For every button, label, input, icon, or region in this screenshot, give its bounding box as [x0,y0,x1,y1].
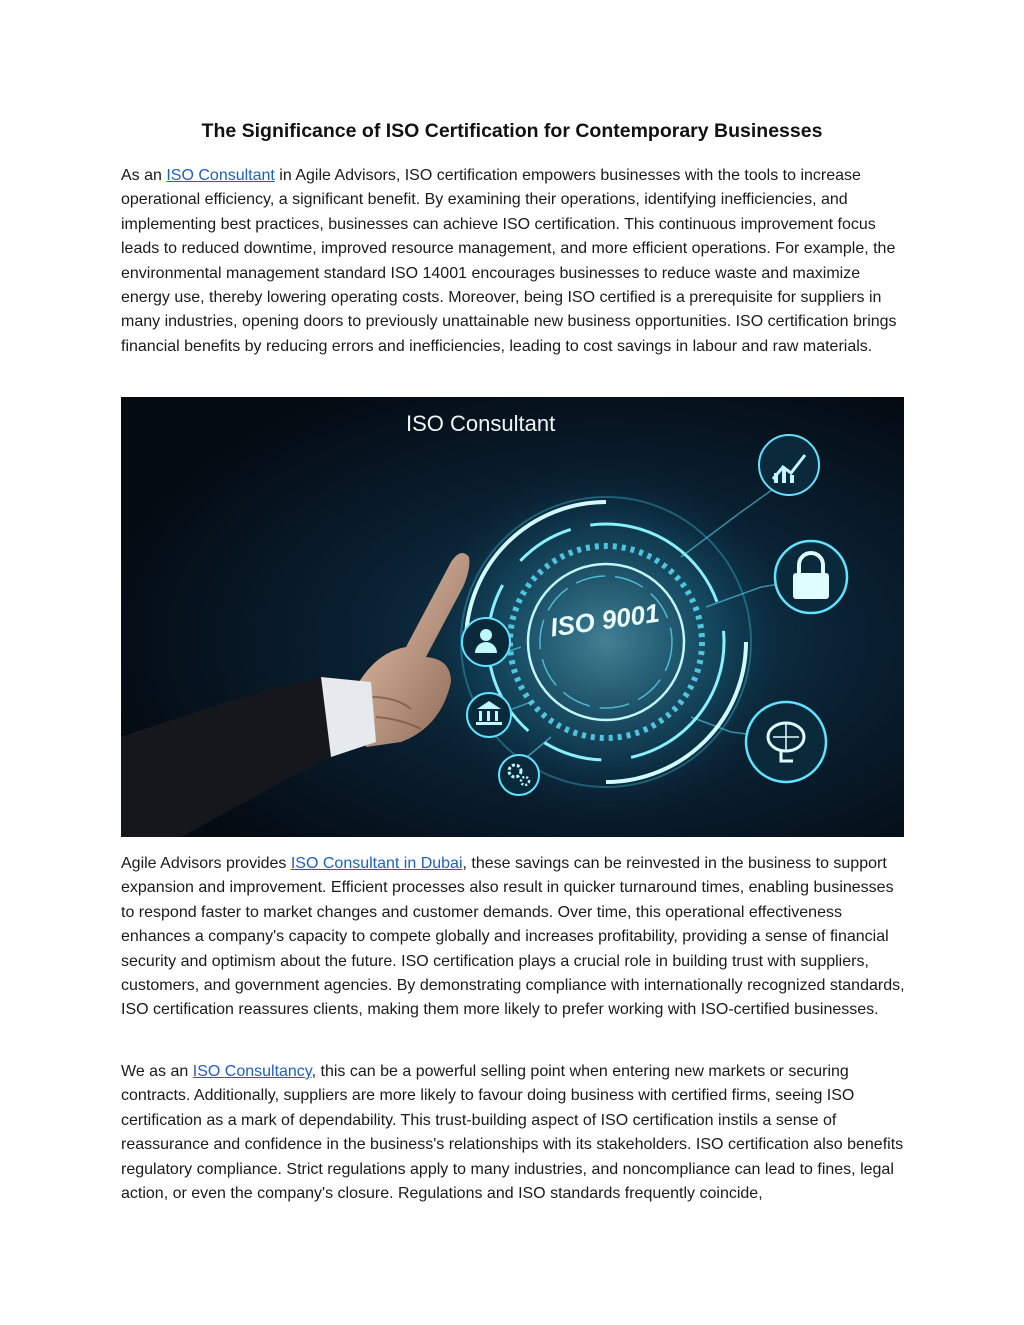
paragraph-2-body: , these savings can be reinvested in the business to support expansion and improvement. Efficient processes also result in quicker turnaround times, enabling businesses to respond faster to market changes and customer demands. Over time, this operational effectiveness enhances a company's capacity to compete globally and increases profitability, providing a sense of financial security and optimism about the future. ISO certification plays a crucial role in building trust with suppliers, customers, and government agencies. By demonstrating compliance with internationally recognized standards, ISO certification reassures clients, making them more likely to prefer working with ISO-certified businesses. [121,855,905,1019]
paragraph-1-lead: As an [121,167,167,184]
paragraph-1 [121,164,907,359]
padlock-icon [775,541,847,613]
paragraph-3-lead: We as an [121,1063,193,1080]
paragraph-3 [121,1060,907,1206]
brain-icon [746,702,826,782]
government-building-icon [467,693,511,737]
page-title: The Significance of ISO Certification for Contemporary Businesses [201,120,823,142]
paragraph-3-body: , this can be a powerful selling point when entering new markets or securing contracts. Additionally, suppliers are more likely to favour doing business with certified firms, seeing ISO certification as a mark of dependability. This trust-building aspect of ISO certification instils a sense of reassurance and confidence in the business's relationships with its stakeholders. ISO certification also benefits regulatory compliance. Strict regulations apply to many industries, and noncompliance can lead to fines, legal action, or even the company's closure. Regulations and ISO standards frequently coincide, [121,1063,904,1203]
iso-consultancy-link[interactable]: ISO Consultancy [192,1063,312,1080]
iso-9001-label: ISO 9001 [548,597,662,643]
iso-consultant-image [121,397,904,837]
person-icon [462,618,510,666]
paragraph-2 [121,852,907,1023]
gears-icon [499,755,539,795]
iso-consultant-link[interactable]: ISO Consultant [166,167,275,184]
paragraph-1-body: in Agile Advisors, ISO certification empowers businesses with the tools to increase operational efficiency, a significant benefit. By examining their operations, identifying inefficiencies, and implementing best practices, businesses can achieve ISO certification. This continuous improvement focus leads to reduced downtime, improved resource management, and more efficient operations. For example, the environmental management standard ISO 14001 encourages businesses to reduce waste and maximize energy use, thereby lowering operating costs. Moreover, being ISO certified is a prerequisite for suppliers in many industries, opening doors to previously unattainable new business opportunities. ISO certification brings financial benefits by reducing errors and inefficiencies, leading to cost savings in labour and raw materials. [121,167,897,355]
paragraph-2-lead: Agile Advisors provides [121,855,291,872]
growth-chart-icon [759,435,819,495]
iso-consultant-dubai-link[interactable]: ISO Consultant in Dubai [290,855,463,872]
image-caption: ISO Consultant [406,411,556,436]
